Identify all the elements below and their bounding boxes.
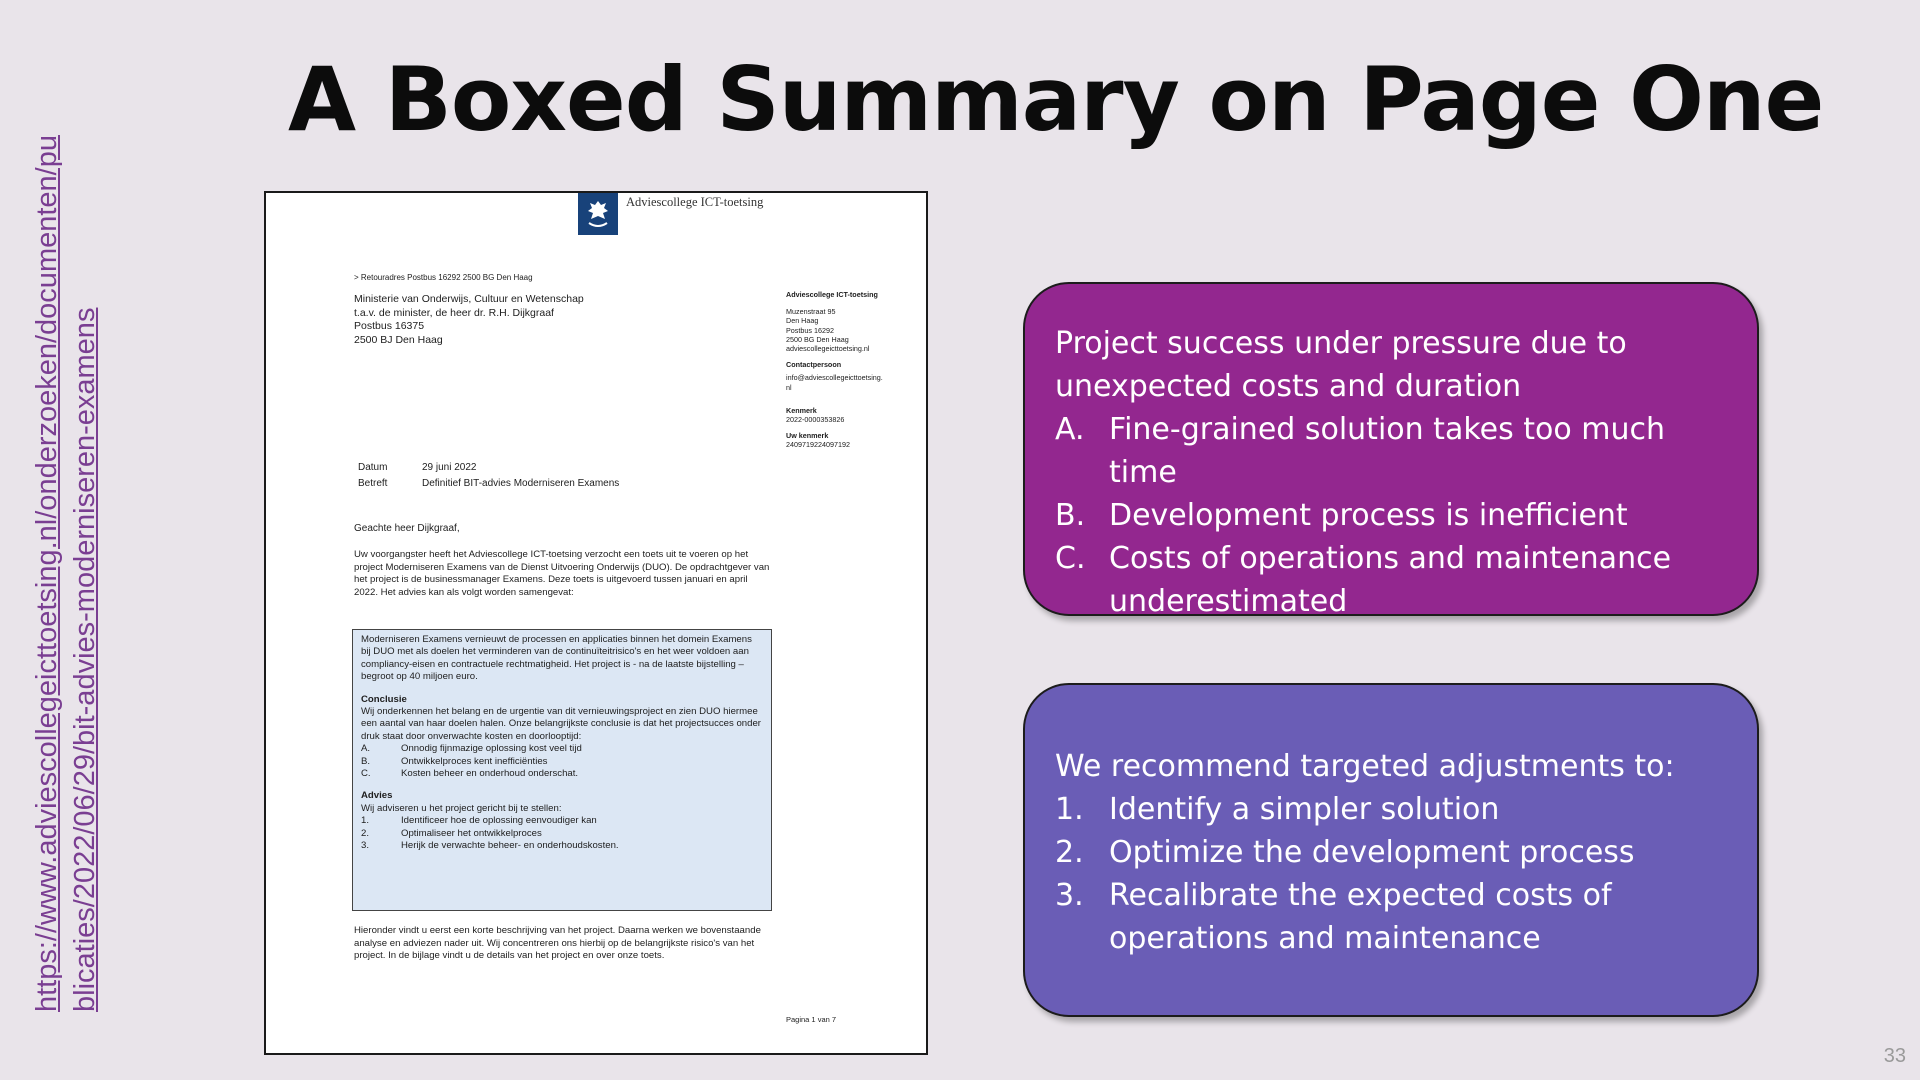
recommendation-callout-item: 3. Recalibrate the expected costs of operations and maintenance: [1055, 878, 1612, 956]
recipient-line: 2500 BJ Den Haag: [354, 333, 443, 346]
conclusion-item: B. Ontwikkelproces kent inefficiënties: [361, 755, 548, 767]
recipient-address: [354, 293, 584, 347]
sidebar-kenmerk: 2022-0000353826: [786, 415, 845, 425]
letter-meta: [358, 460, 619, 492]
sidebar-contact-heading: Contactpersoon: [786, 360, 842, 370]
sidebar-address-line: Muzenstraat 95: [786, 307, 836, 317]
recommendation-callout-heading: We recommend targeted adjustments to:: [1055, 749, 1675, 784]
conclusion-callout-item: C. Costs of operations and maintenance underestimated: [1055, 541, 1672, 619]
conclusion-callout: [1023, 282, 1759, 619]
conclusion-callout-item: A. Fine-grained solution takes too much time: [1055, 412, 1666, 490]
conclusion-item: A. Onnodig fijnmazige oplossing kost veel tijd: [361, 743, 582, 755]
crest-logo-icon: [578, 193, 618, 235]
boxed-summary: [352, 629, 772, 911]
recommendation-callout-item: 1. Identify a simpler solution: [1055, 792, 1500, 827]
conclusion-heading: Conclusie: [361, 693, 407, 705]
sidebar-address-line: 2500 BG Den Haag: [786, 334, 849, 344]
source-link-line-2[interactable]: blicaties/2022/06/29/bit-advies-moderniseren-examens: [69, 307, 101, 1012]
conclusion-callout-heading: Project success under pressure due to unexpected costs and duration: [1055, 326, 1627, 404]
closing-paragraph: Hieronder vindt u eerst een korte beschrijving van het project. Daarna werken we bovenstaande analyse en adviezen nader uit. Wij concentreren ons hierbij op de belangrijkste risico's van het project. In de bijlage vindt u de details van het project en over onze toets.: [354, 925, 761, 962]
letter-page-image: [264, 191, 928, 1055]
subject-value: Definitief BIT-advies Moderniseren Examens: [422, 478, 620, 489]
source-link[interactable]: [28, 72, 104, 1012]
recipient-line: Ministerie van Onderwijs, Cultuur en Wetenschap: [354, 293, 584, 305]
summary-intro: Moderniseren Examens vernieuwt de processen en applicaties binnen het domein Examens bij DUO met als doelen het verminderen van de continuïteitrisico's en het weer voldoen aan compliancy-eisen en contractuele rechtmatigheid. Het project is - na de laatste bijstelling – begroot op 40 miljoen euro.: [361, 634, 752, 683]
conclusion-callout-item: B. Development process is inefficient: [1055, 498, 1628, 533]
slide-title: A Boxed Summary on Page One: [288, 48, 1824, 151]
recommendation-callout-item: 2. Optimize the development process: [1055, 835, 1635, 870]
advice-item: 2. Optimaliseer het ontwikkelproces: [361, 827, 542, 839]
sidebar-uw-kenmerk: 2409719224097192: [786, 440, 850, 450]
return-address: > Retouradres Postbus 16292 2500 BG Den Haag: [354, 273, 533, 282]
advice-item: 1. Identificeer hoe de oplossing eenvoudiger kan: [361, 815, 597, 827]
sidebar-org-heading: Adviescollege ICT-toetsing: [786, 290, 878, 299]
org-name: Adviescollege ICT-toetsing: [626, 195, 764, 209]
advice-text: Wij adviseren u het project gericht bij te stellen:: [361, 802, 562, 814]
sidebar-kenmerk-heading: Kenmerk: [786, 405, 817, 415]
date-value: 29 juni 2022: [422, 462, 477, 473]
recipient-line: Postbus 16375: [354, 320, 425, 332]
letter-sidebar: [786, 290, 906, 450]
intro-paragraph: Uw voorgangster heeft het Adviescollege ICT-toetsing verzocht een toets uit te voeren op het project Moderniseren Examens van de Dienst Uitvoering Onderwijs (DUO). De opdrachtgever van het project is de businessmanager Examens. Deze toets is uitgevoerd tussen januari en april 2022. Het advies kan als volgt worden samengevat:: [354, 549, 770, 598]
conclusion-text: Wij onderkennen het belang en de urgentie van dit vernieuwingsproject en zien DUO hiermee een aantal van haar doelen halen. Onze belangrijkste conclusie is dat het projectsucces onder druk staat door onverwachte kosten en doorlooptijd:: [361, 706, 761, 742]
subject-label: Betreft: [358, 478, 388, 489]
page-number: 33: [1883, 1045, 1906, 1067]
recipient-line: t.a.v. de minister, de heer dr. R.H. Dijkgraaf: [354, 306, 554, 319]
sidebar-address-line: adviescollegeicttoetsing.nl: [786, 344, 870, 354]
conclusion-item: C. Kosten beheer en onderhoud onderschat.: [361, 768, 579, 780]
sidebar-uw-kenmerk-heading: Uw kenmerk: [786, 431, 829, 441]
date-label: Datum: [358, 462, 388, 473]
sidebar-address-line: Den Haag: [786, 316, 819, 326]
sidebar-address-line: Postbus 16292: [786, 325, 834, 335]
sidebar-contact-line: nl: [786, 382, 792, 392]
sidebar-contact-line: info@adviescollegeicttoetsing.: [786, 373, 883, 383]
advice-heading: Advies: [361, 790, 393, 802]
page-footer: Pagina 1 van 7: [786, 1015, 837, 1024]
recommendation-callout: [1023, 683, 1759, 1017]
source-link-line-1[interactable]: https://www.adviescollegeicttoetsing.nl/onderzoeken/documenten/pu: [31, 135, 63, 1012]
advice-item: 3. Herijk de verwachte beheer- en onderhoudskosten.: [361, 840, 619, 852]
salutation: Geachte heer Dijkgraaf,: [354, 523, 460, 534]
